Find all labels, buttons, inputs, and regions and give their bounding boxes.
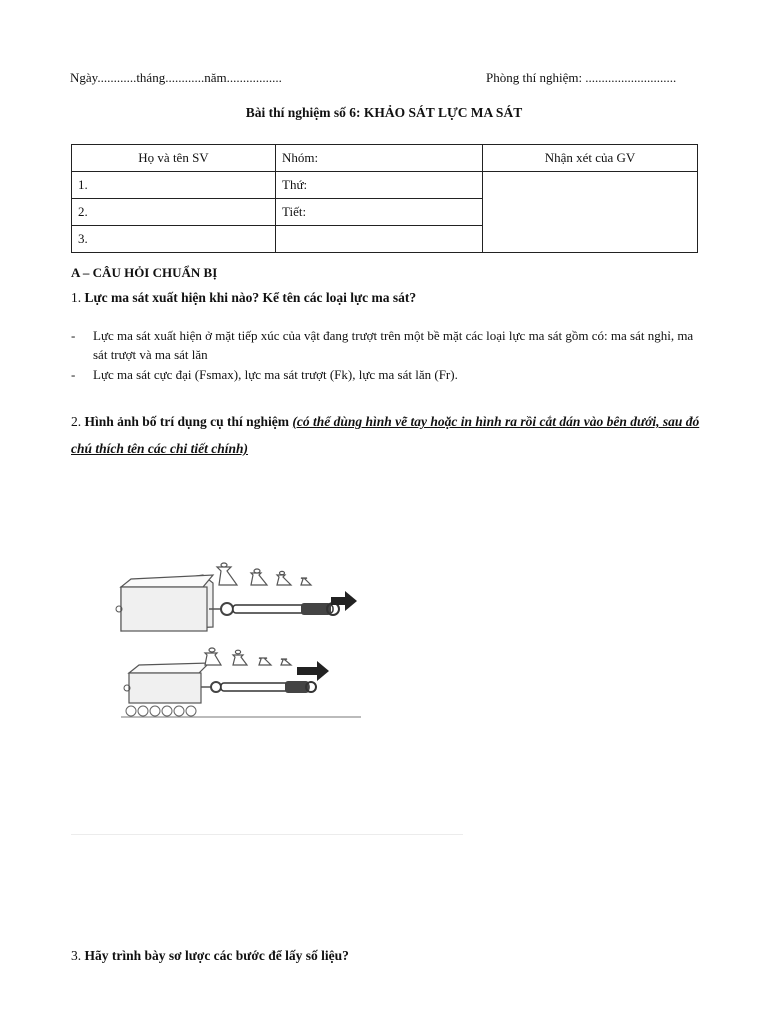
question-3-text: Hãy trình bày sơ lược các bước để lấy số liệu? xyxy=(84,948,349,963)
group-cell-2: Tiết: xyxy=(276,199,483,226)
date-line: Ngày............tháng............năm................. xyxy=(70,70,282,85)
group-cell-3 xyxy=(276,226,483,253)
question-3 xyxy=(71,948,349,964)
student-info-table xyxy=(71,144,698,253)
page-title: Bài thí nghiệm số 6: KHẢO SÁT LỰC MA SÁT xyxy=(245,105,523,120)
weights-upper xyxy=(217,563,311,585)
header-student: Họ và tên SV xyxy=(72,145,276,172)
weights-lower xyxy=(205,648,291,665)
answer-1-text: Lực ma sát xuất hiện ở mặt tiếp xúc của vật đang trượt trên một bề mặt các loại lực ma sát gồm có: ma sát nghỉ, ma sát trượt và ma sát lăn xyxy=(93,328,694,362)
question-1-number: 1. xyxy=(71,290,82,305)
header-group: Nhóm: xyxy=(276,145,483,172)
question-2-text: Hình ảnh bố trí dụng cụ thí nghiệm xyxy=(84,414,289,429)
question-3-number: 3. xyxy=(71,948,82,963)
question-2-number: 2. xyxy=(71,414,82,429)
student-cell-3: 3. xyxy=(72,226,276,253)
sliding-block-upper xyxy=(121,575,213,631)
header-comment: Nhận xét của GV xyxy=(483,145,698,172)
question-1-text: Lực ma sát xuất hiện khi nào? Kể tên các loại lực ma sát? xyxy=(84,290,417,305)
bullet-dash: - xyxy=(71,328,76,343)
experiment-setup-figure xyxy=(71,475,463,835)
group-cell-1: Thứ: xyxy=(276,172,483,199)
rolling-cart-lower xyxy=(129,663,209,703)
student-cell-2: 2. xyxy=(72,199,276,226)
comment-cell xyxy=(483,172,698,253)
bullet-dash: - xyxy=(71,367,76,382)
lab-line: Phòng thí nghiệm: ............................ xyxy=(486,70,677,85)
rollers xyxy=(126,706,196,716)
question-2-hint: (có thể dùng hình vẽ tay hoặc in hình ra rồi cắt dán vào bên dưới, sau đó chú thích tên các chi tiết chính) xyxy=(71,414,700,456)
section-a-heading: A – CÂU HỎI CHUẨN BỊ xyxy=(71,265,218,280)
question-1 xyxy=(71,290,416,306)
student-cell-1: 1. xyxy=(72,172,276,199)
question-2 xyxy=(71,408,701,462)
answer-2 xyxy=(71,365,711,385)
answer-2-text: Lực ma sát cực đại (Fsmax), lực ma sát trượt (Fk), lực ma sát lăn (Fr). xyxy=(93,367,458,382)
answer-1 xyxy=(71,326,711,366)
